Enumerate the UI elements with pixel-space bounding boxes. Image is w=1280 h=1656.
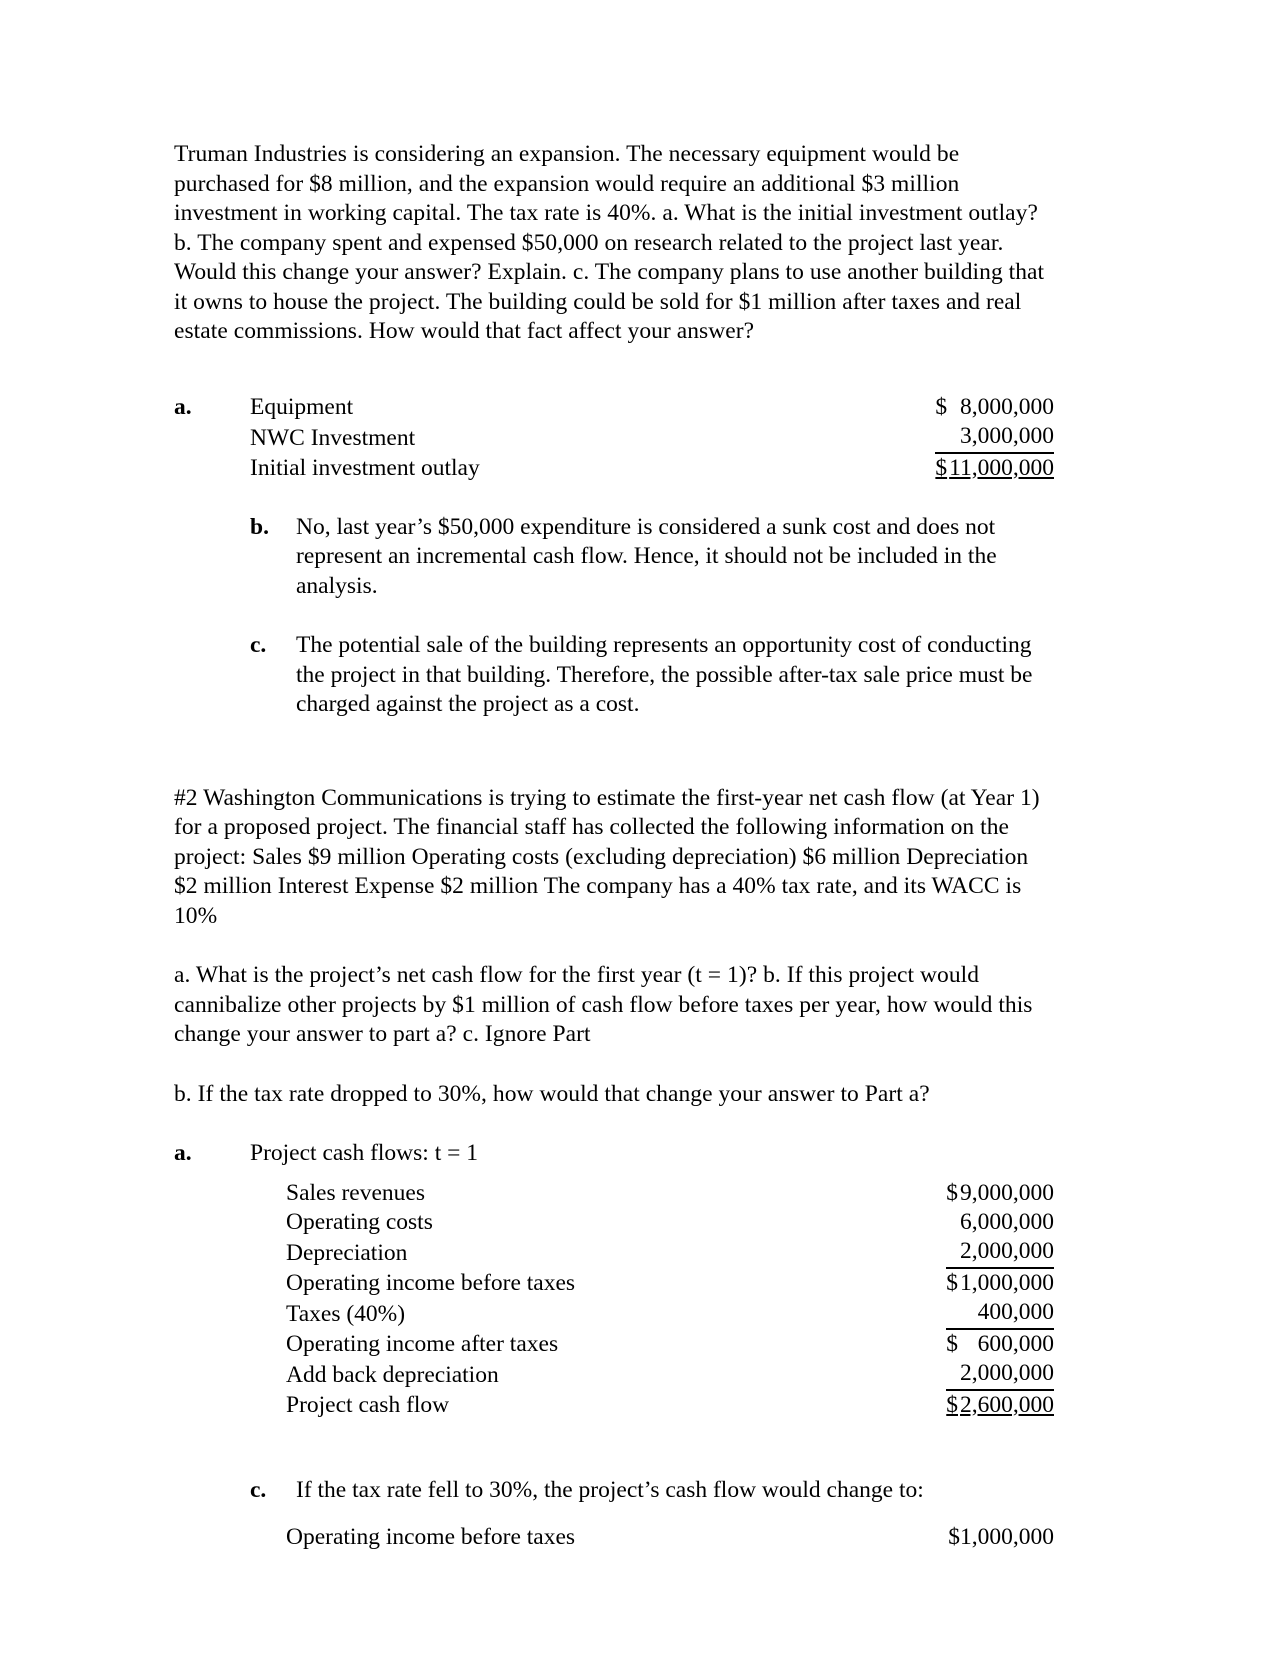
- row-value: 600,000: [977, 1330, 1054, 1357]
- row-label: Project cash flow: [286, 1391, 450, 1418]
- row-label: Add back depreciation: [286, 1361, 499, 1388]
- problem2-part-c-letter: c.: [250, 1476, 267, 1503]
- spacer: [174, 1505, 1054, 1523]
- spacer: [174, 347, 1054, 393]
- row-label: Sales revenues: [286, 1179, 425, 1206]
- document-body: [174, 140, 1054, 1552]
- row-label: Taxes (40%): [286, 1300, 406, 1327]
- row-value: 8,000,000: [960, 393, 1054, 420]
- project-cash-flow-table: [286, 1179, 1054, 1420]
- row-gap: [585, 1329, 946, 1359]
- row-value: 3,000,000: [949, 422, 1054, 453]
- row-label: Operating income before taxes: [286, 1269, 576, 1296]
- table-row: [286, 1359, 1054, 1390]
- row-value: $1,000,000: [948, 1524, 1054, 1550]
- row-gap: [585, 1359, 946, 1390]
- table-row: [286, 1523, 1054, 1552]
- row-gap: [490, 393, 936, 422]
- table-row: [286, 1298, 1054, 1329]
- row-value: 400,000: [960, 1298, 1054, 1329]
- problem2-part-c: [174, 1476, 1054, 1506]
- problem1-part-c-text: The potential sale of the building represents an opportunity cost of conducting the project in that building. Therefore, the possible after-tax sale price must be charged against the project as a cost.: [296, 632, 1033, 717]
- row-value: 2,000,000: [960, 1237, 1054, 1268]
- problem2-part-c-text: If the tax rate fell to 30%, the project’s cash flow would change to:: [296, 1476, 924, 1503]
- spacer: [174, 601, 1054, 631]
- row-currency: [946, 1208, 960, 1237]
- table-row: [286, 1179, 1054, 1208]
- table-row: [286, 1390, 1054, 1420]
- row-label: Operating costs: [286, 1208, 433, 1235]
- table-row: [286, 1208, 1054, 1237]
- row-currency: $: [946, 1179, 958, 1206]
- row-label: Operating income after taxes: [286, 1330, 559, 1357]
- table-row: [286, 1237, 1054, 1268]
- row-value: 1,000,000: [960, 1269, 1054, 1296]
- row-label: Operating income before taxes: [286, 1524, 576, 1550]
- row-gap: [490, 453, 936, 483]
- row-currency: [946, 1298, 960, 1329]
- problem1-part-c: [174, 631, 1054, 720]
- row-value: 2,000,000: [960, 1359, 1054, 1390]
- row-value: 9,000,000: [960, 1179, 1054, 1206]
- problem1-part-c-letter: c.: [250, 632, 267, 658]
- row-gap: [585, 1208, 946, 1237]
- row-currency: $: [946, 1330, 958, 1357]
- row-gap: [585, 1298, 946, 1329]
- problem2-part-a-heading: Project cash flows: t = 1: [250, 1140, 478, 1166]
- row-gap: [585, 1523, 946, 1552]
- row-gap: [585, 1179, 946, 1208]
- row-value: 11,000,000: [949, 454, 1054, 481]
- row-currency: $: [935, 393, 948, 420]
- row-gap: [585, 1390, 946, 1420]
- row-value: 6,000,000: [960, 1208, 1054, 1235]
- problem2-question-b: b. If the tax rate dropped to 30%, how would that change your answer to Part a?: [174, 1080, 930, 1107]
- row-currency: [935, 422, 949, 453]
- spacer: [174, 1420, 1054, 1466]
- problem2-question-a: a. What is the project’s net cash flow for the first year (t = 1)? b. If this project would cannibalize other projects by $1 million of cash flow before taxes per year, how would this change your answer to part a? c. Ignore Part: [174, 962, 1033, 1047]
- table-row: [250, 453, 1054, 483]
- row-currency: [946, 1237, 960, 1268]
- table-row: [250, 422, 1054, 453]
- problem2-part-a: [174, 1139, 1054, 1169]
- row-gap: [585, 1268, 946, 1298]
- spacer: [174, 1169, 1054, 1179]
- spacer: [174, 1466, 1054, 1476]
- problem1-part-a-letter: a.: [174, 393, 192, 420]
- problem1-part-a-table-wrap: [250, 393, 1054, 483]
- spacer: [174, 720, 1054, 766]
- problem2-part-a-letter: a.: [174, 1140, 192, 1166]
- row-label: Equipment: [250, 393, 354, 420]
- reduced-tax-cash-flow-table: [286, 1523, 1054, 1552]
- row-gap: [585, 1237, 946, 1268]
- table-row: [250, 393, 1054, 422]
- spacer: [174, 766, 1054, 784]
- spacer: [174, 1050, 1054, 1080]
- problem1-part-b: [174, 513, 1054, 602]
- project-cash-flow-table-wrap: [174, 1179, 1054, 1420]
- problem1-prompt-paragraph: Truman Industries is considering an expansion. The necessary equipment would be purchased for $8 million, and the expansion would require an additional $3 million investment in working capital. The tax rate is 40%. a. What is the initial investment outlay? b. The company spent and expensed $50,000 on research related to the project last year. Would this change your answer? Explain. c. The company plans to use another building that it owns to house the project. The building could be sold for $1 million after taxes and real estate commissions. How would that fact affect your answer?: [174, 141, 1045, 344]
- row-currency: $: [935, 454, 948, 481]
- row-label: NWC Investment: [250, 424, 416, 451]
- problem2-prompt-paragraph: #2 Washington Communications is trying to estimate the first-year net cash flow (at Year 1) for a proposed project. The financial staff has collected the following information on the project: Sales $9 million Operating costs (excluding depreciation) $6 million Depreciation $2 million Interest Expense $2 million The company has a 40% tax rate, and its WACC is 10%: [174, 784, 1040, 929]
- row-label: Depreciation: [286, 1239, 408, 1266]
- problem1-part-b-text: No, last year’s $50,000 expenditure is considered a sunk cost and does not represent an incremental cash flow. Hence, it should not be included in the analysis.: [296, 513, 997, 599]
- table-row: [286, 1268, 1054, 1298]
- table-row: [286, 1329, 1054, 1359]
- spacer: [174, 483, 1054, 513]
- spacer: [174, 1109, 1054, 1139]
- spacer: [174, 931, 1054, 961]
- row-label: Initial investment outlay: [250, 454, 480, 481]
- row-currency: [946, 1359, 960, 1390]
- row-value: 2,600,000: [960, 1391, 1054, 1418]
- initial-investment-table: [250, 393, 1054, 483]
- problem1-part-a: [174, 393, 1054, 483]
- row-currency: $: [946, 1269, 958, 1296]
- row-gap: [490, 422, 936, 453]
- problem2-part-c-table-wrap: [174, 1523, 1054, 1552]
- row-currency: $: [946, 1391, 958, 1418]
- problem1-part-b-letter: b.: [250, 513, 269, 540]
